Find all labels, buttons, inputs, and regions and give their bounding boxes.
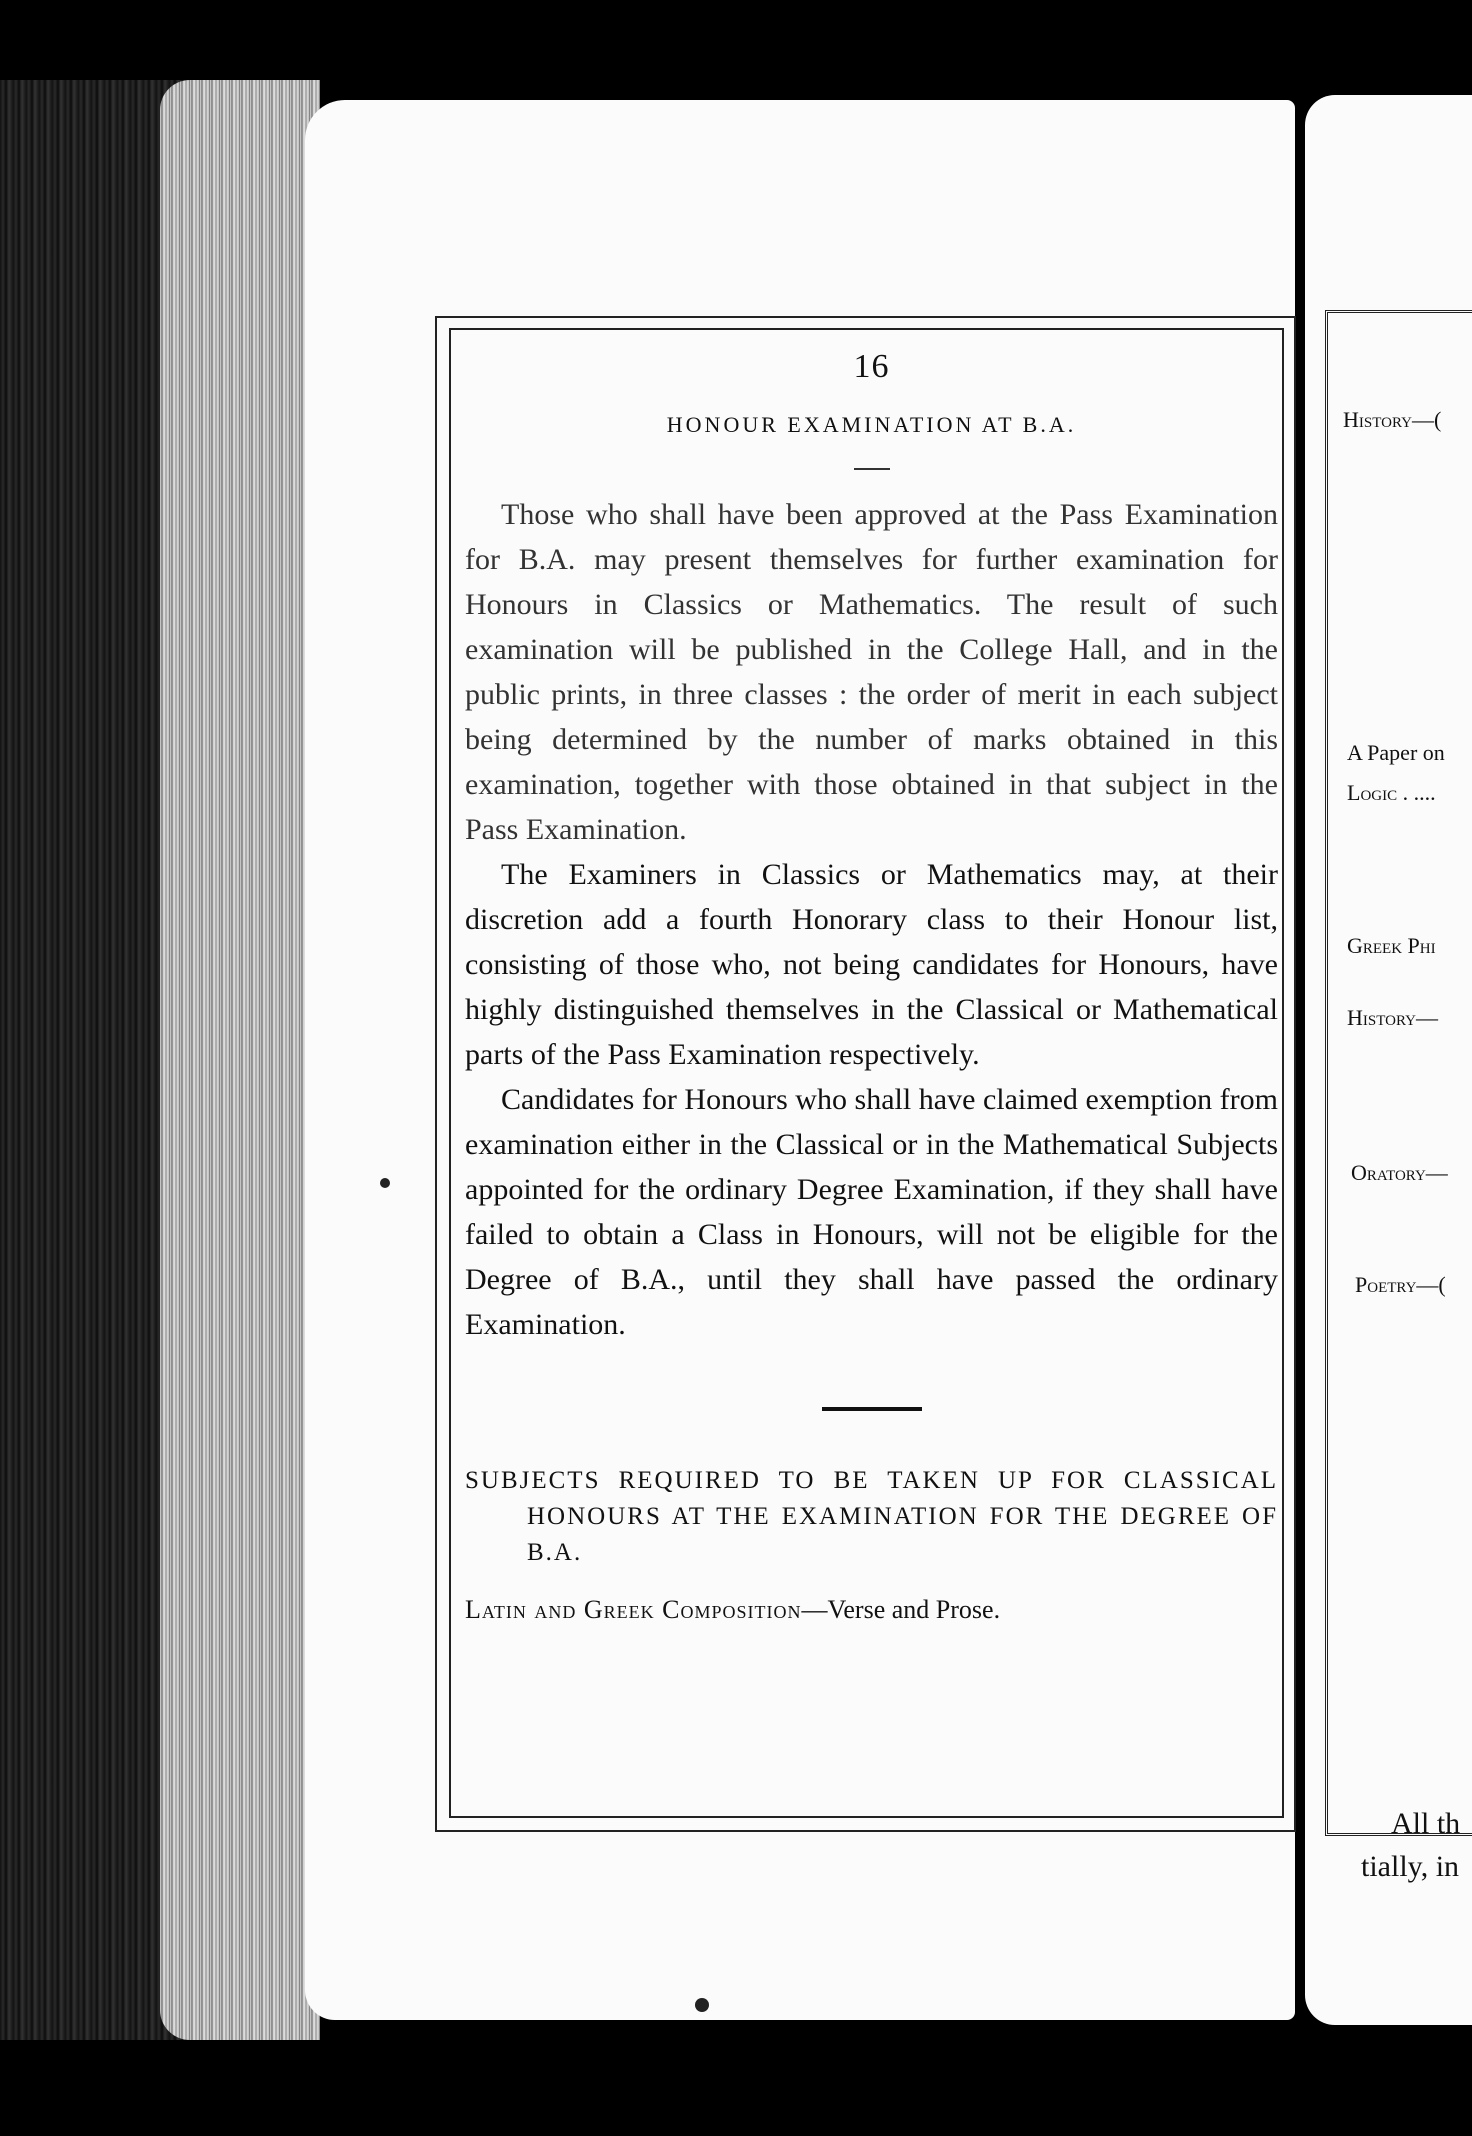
section-heading: HONOUR EXAMINATION AT B.A.	[666, 412, 1077, 437]
page-edges	[160, 80, 320, 2040]
next-page-line: tially, in	[1361, 1850, 1460, 1883]
next-page-fragment	[1305, 95, 1472, 2025]
next-page-line: Logic . ....	[1347, 780, 1436, 805]
next-page-line: All th	[1391, 1807, 1461, 1840]
composition-title: Latin and Greek Composition	[465, 1595, 802, 1624]
next-page-line: History—(	[1343, 407, 1442, 432]
paragraph: Those who shall have been approved at the Pass Examination for B.A. may present themselves for further examination for Honours in Classics or Mathematics. The result of such examination will be published in the College Hall, and in the public prints, in three classes : the order of merit in each subject being determined by the number of marks obtained in this examination, together with those obtained in that subject in the Pass Examination.	[465, 498, 1278, 846]
composition-detail: —Verse and Prose.	[801, 1595, 1001, 1624]
page-content	[465, 334, 1278, 1625]
paragraph: Candidates for Honours who shall have claimed exemption from examination either in the Classical or in the Mathematical Subjects appointed for the ordinary Degree Examination, if they shall have failed to obtain a Class in Honours, will not be eligible for the Degree of B.A., until they shall have passed the ordinary Examination.	[465, 1083, 1278, 1341]
next-page-line: A Paper on	[1347, 740, 1445, 765]
composition-line	[465, 1595, 1278, 1625]
paragraph: The Examiners in Classics or Mathematics may, at their discretion add a fourth Honorary class to their Honour list, consisting of those who, not being candidates for Honours, have highly distinguished themselves in the Classical or Mathematical parts of the Pass Examination respectively.	[465, 858, 1278, 1071]
subjects-heading: SUBJECTS REQUIRED TO BE TAKEN UP FOR CLASSICAL HONOURS AT THE EXAMINATION FOR THE DEGREE OF B.A.	[465, 1467, 1278, 1566]
next-page-line: History—	[1347, 1005, 1438, 1030]
next-page-line: Greek Phi	[1347, 933, 1436, 958]
short-divider	[854, 468, 890, 470]
section-divider	[822, 1407, 922, 1411]
ink-spot	[380, 1178, 390, 1188]
page-border	[435, 316, 1296, 1832]
next-page-line: Poetry—(	[1355, 1272, 1446, 1297]
next-page-line: Oratory—	[1351, 1160, 1448, 1185]
next-page-frame	[1325, 310, 1472, 1836]
ink-spot	[695, 1998, 709, 2012]
page-number: 16	[853, 348, 890, 385]
